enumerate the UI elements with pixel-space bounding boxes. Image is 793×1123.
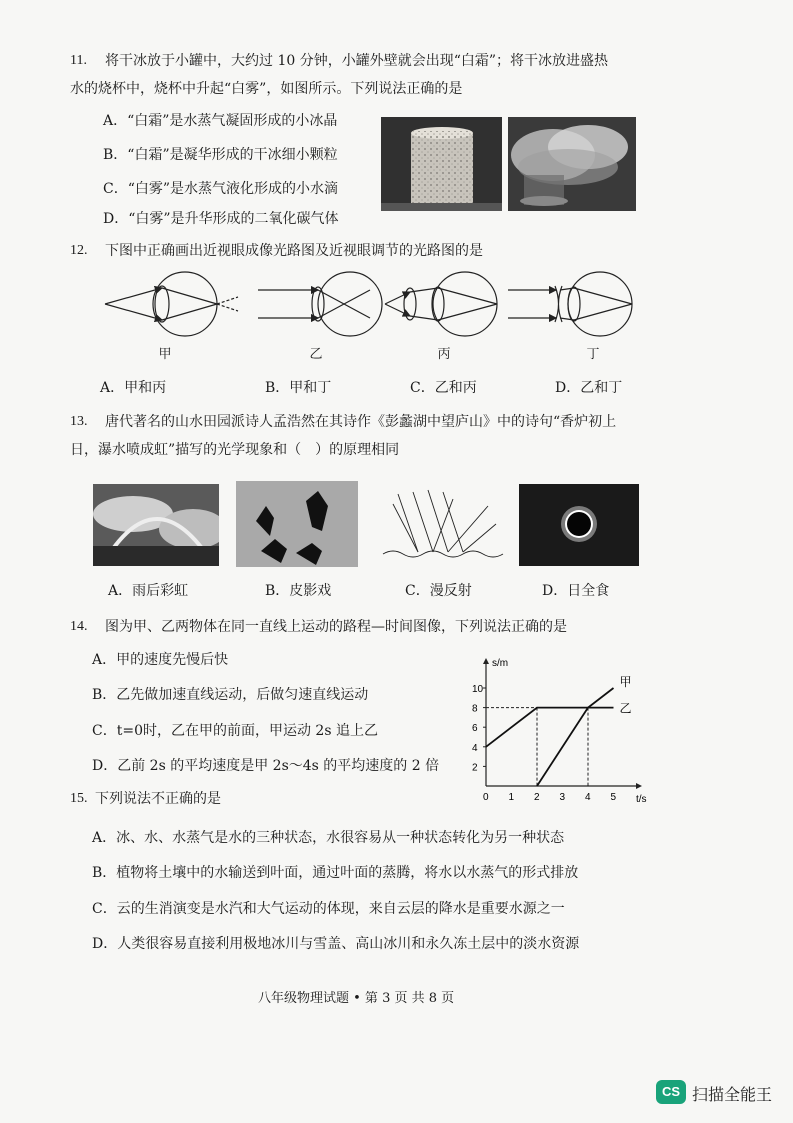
diagram-yi	[258, 272, 382, 336]
q12-option-b[interactable]: B．甲和丁	[265, 380, 332, 396]
q15-option-b[interactable]: B．植物将土壤中的水输送到叶面，通过叶面的蒸腾，将水以水蒸气的形式排放	[92, 865, 579, 881]
y-axis-label: s/m	[492, 658, 509, 669]
y-tick-label: 10	[472, 684, 484, 695]
q11-option-b[interactable]: B．“白霜”是凝华形成的干冰细小颗粒	[103, 147, 338, 163]
diagram-label-ding: 丁	[586, 347, 600, 362]
q14-stem: 图为甲、乙两物体在同一直线上运动的路程—时间图像，下列说法正确的是	[105, 619, 567, 635]
eye-diagrams	[100, 268, 680, 340]
x-tick-label: 3	[559, 792, 566, 802]
y-tick-label: 6	[472, 723, 478, 735]
q14-option-c[interactable]: C．t=0时，乙在甲的前面，甲运动 2s 追上乙	[92, 723, 378, 739]
q13-stem-line1: 唐代著名的山水田园派诗人孟浩然在其诗作《彭蠡湖中望庐山》中的诗句“香炉初上	[105, 414, 617, 430]
q12-option-a[interactable]: A．甲和丙	[100, 380, 167, 396]
q13-option-a[interactable]: A．雨后彩虹	[108, 583, 189, 599]
q15-option-c[interactable]: C．云的生消演变是水汽和大气运动的体现，来自云层的降水是重要水源之一	[92, 901, 565, 917]
diagram-label-jia: 甲	[158, 347, 172, 362]
q12-option-d[interactable]: D．乙和丁	[555, 380, 623, 396]
q15-option-d[interactable]: D．人类很容易直接利用极地冰川与雪盖、高山冰川和永久冻土层中的淡水资源	[92, 936, 580, 952]
st-graph	[468, 656, 654, 802]
y-tick-label: 8	[472, 703, 478, 715]
diagram-ding	[508, 272, 632, 336]
rainbow-photo	[93, 484, 219, 566]
q13-option-c[interactable]: C．漫反射	[405, 583, 472, 599]
camscanner-watermark-text: 扫描全能王	[692, 1085, 773, 1104]
diffuse-reflection-diagram	[378, 484, 504, 566]
diagram-label-yi: 乙	[309, 347, 323, 362]
q15-option-a[interactable]: A．冰、水、水蒸气是水的三种状态，水很容易从一种状态转化为另一种状态	[92, 830, 565, 846]
x-tick-label: 1	[508, 792, 515, 802]
series-label-jia: 甲	[619, 675, 632, 689]
q14-option-d[interactable]: D．乙前 2s 的平均速度是甲 2s～4s 的平均速度的 2 倍	[92, 758, 440, 774]
solar-eclipse-photo	[519, 484, 639, 566]
q12-option-c[interactable]: C．乙和丙	[410, 380, 477, 396]
page-footer: 八年级物理试题 • 第 3 页 共 8 页	[258, 991, 455, 1006]
series-label-yi: 乙	[619, 701, 632, 716]
y-tick-label: 2	[472, 762, 478, 774]
diagram-jia	[105, 272, 238, 336]
q14-option-a[interactable]: A．甲的速度先慢后快	[92, 652, 229, 668]
q13-number: 13.	[70, 414, 88, 429]
frost-can-photo	[381, 117, 502, 211]
white-fog-photo	[508, 117, 636, 211]
q13-option-b[interactable]: B．皮影戏	[265, 583, 332, 599]
q12-stem: 下图中正确画出近视眼成像光路图及近视眼调节的光路图的是	[105, 243, 483, 259]
series-line-jia	[537, 688, 614, 786]
shadow-puppet-photo	[236, 481, 358, 567]
x-axis-arrow	[636, 783, 642, 789]
camscanner-logo-icon: CS	[656, 1080, 686, 1104]
q11-stem-line2: 水的烧杯中，烧杯中升起“白雾”，如图所示。下列说法正确的是	[70, 81, 463, 97]
q15-number: 15.	[70, 791, 88, 806]
diagram-bing	[385, 272, 497, 336]
diagram-label-bing: 丙	[437, 347, 451, 362]
q11-number: 11.	[70, 53, 87, 68]
series-line-yi	[486, 708, 614, 747]
x-tick-label: 4	[585, 792, 591, 802]
q11-option-a[interactable]: A．“白霜”是水蒸气凝固形成的小冰晶	[103, 113, 338, 129]
x-tick-label: 2	[534, 792, 540, 802]
q13-stem-line2: 日，瀑水喷成虹”描写的光学现象和（ ）的原理相同	[70, 442, 400, 458]
q11-stem-line1: 将干冰放于小罐中，大约过 10 分钟，小罐外壁就会出现“白霜”；将干冰放进盛热	[105, 53, 609, 69]
q12-number: 12.	[70, 243, 88, 258]
y-axis-arrow	[483, 658, 489, 664]
q13-option-d[interactable]: D．日全食	[542, 583, 610, 599]
y-tick-label: 4	[472, 742, 478, 754]
q11-option-d[interactable]: D．“白雾”是升华形成的二氧化碳气体	[103, 211, 339, 227]
x-tick-label: 5	[610, 792, 617, 802]
x-axis-label: t/s	[636, 794, 647, 802]
x-tick-label: 0	[483, 792, 489, 802]
q14-option-b[interactable]: B．乙先做加速直线运动，后做匀速直线运动	[92, 687, 369, 703]
q11-option-c[interactable]: C．“白雾”是水蒸气液化形成的小水滴	[103, 181, 339, 197]
q14-number: 14.	[70, 619, 88, 634]
q15-stem: 下列说法不正确的是	[95, 791, 221, 807]
